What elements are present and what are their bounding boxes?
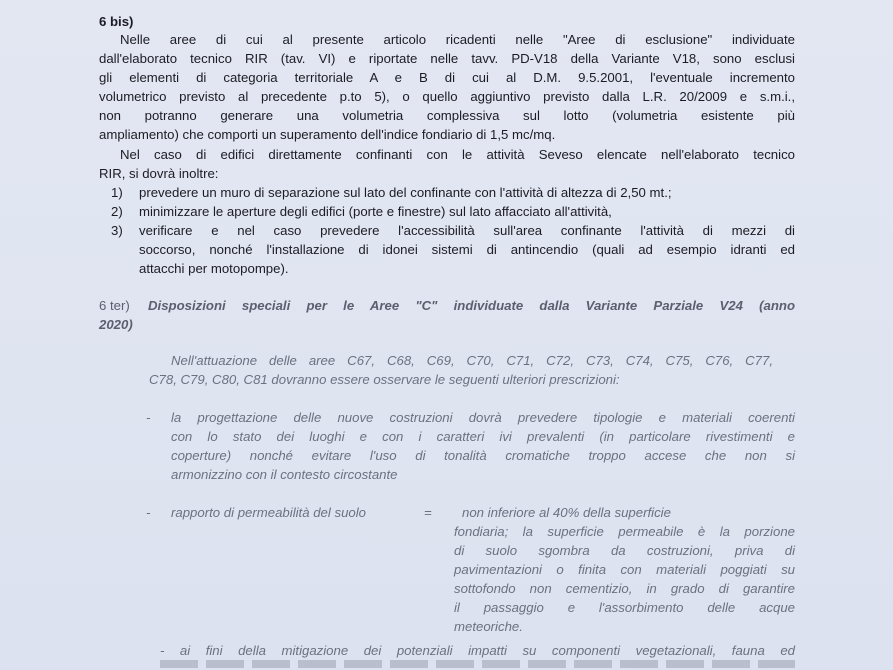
p2-line-1: Nel caso di edifici direttamente confinanti con le attività Seveso elencate nell'elaborato tecnico <box>120 147 795 162</box>
p1-line-1: Nelle aree di cui al presente articolo ricadenti nelle "Aree di esclusione" individuate <box>120 32 795 47</box>
bullet-2-label: rapporto di permeabilità del suolo <box>171 505 366 520</box>
bullet-1-line-1: la progettazione delle nuove costruzioni dovrà prevedere tipologie e materiali coerenti <box>171 410 795 425</box>
p1-line-2: dall'elaborato tecnico RIR (tav. VI) e riportate nelle tavv. PD-V18 della Variante V18, sono esclusi <box>99 51 795 66</box>
section-6ter-title-line-2: 2020) <box>99 317 133 332</box>
list-item-2-number: 2) <box>111 204 123 219</box>
bullet-2-line-3: di suolo sgombra da costruzioni, priva di <box>454 543 795 558</box>
bullet-2-line-1: non inferiore al 40% della superficie <box>462 505 671 520</box>
p1-line-6: ampliamento) che comporti un superamento dell'indice fondiario di 1,5 mc/mq. <box>99 127 556 142</box>
intro-line-1: Nell'attuazione delle aree C67, C68, C69, C70, C71, C72, C73, C74, C75, C76, C77, <box>171 353 773 368</box>
cropped-text-line <box>160 660 795 668</box>
bullet-1-line-3: coperture) nonché evitare l'uso di tonalità cromatiche troppo accese che non si <box>171 448 795 463</box>
list-item-1-text: prevedere un muro di separazione sul lato del confinante con l'attività di altezza di 2,50 mt.; <box>139 185 672 200</box>
list-item-3-number: 3) <box>111 223 123 238</box>
bullet-1-mark: - <box>146 410 151 425</box>
list-item-2-text: minimizzare le aperture degli edifici (porte e finestre) sul lato affacciato all'attività, <box>139 204 612 219</box>
list-item-3-line-3: attacchi per motopompe). <box>139 261 289 276</box>
bullet-1-line-4: armonizzino con il contesto circostante <box>171 467 398 482</box>
list-item-1-number: 1) <box>111 185 123 200</box>
section-6ter-title-line-1: Disposizioni speciali per le Aree "C" individuate dalla Variante Parziale V24 (anno <box>148 298 795 313</box>
bullet-3-line-1: - ai fini della mitigazione dei potenziali impatti su componenti vegetazionali, fauna ed <box>160 643 795 658</box>
bullet-2-line-6: il passaggio e l'assorbimento delle acque <box>454 600 795 615</box>
p1-line-4: volumetrico previsto al precedente p.to 5), o quello aggiuntivo previsto dalla L.R. 20/2009 e s.m.i., <box>99 89 795 104</box>
list-item-3-line-2: soccorso, nonché l'installazione di idonei sistemi di antincendio (quali ad esempio idranti ed <box>139 242 795 257</box>
intro-line-2: C78, C79, C80, C81 dovranno essere osservare le seguenti ulteriori prescrizioni: <box>149 372 620 387</box>
bullet-2-line-4: pavimentazioni o finita con materiali poggiati su <box>454 562 795 577</box>
bullet-2-mark: - <box>146 505 151 520</box>
p1-line-3: gli elementi di categoria territoriale A e B di cui al D.M. 9.5.2001, l'eventuale incremento <box>99 70 795 85</box>
section-6ter-number: 6 ter) <box>99 298 130 313</box>
bullet-2-equals: = <box>424 505 432 520</box>
list-item-3-line-1: verificare e nel caso prevedere l'accessibilità sull'area confinante l'attività di mezzi di <box>139 223 795 238</box>
bullet-2-line-7: meteoriche. <box>454 619 523 634</box>
bullet-2-line-5: sottofondo non cementizio, in grado di garantire <box>454 581 795 596</box>
section-6bis-heading: 6 bis) <box>99 14 134 29</box>
bullet-1-line-2: con lo stato dei luoghi e con i caratteri ivi prevalenti (in particolare rivestimenti e <box>171 429 795 444</box>
p2-line-2: RIR, si dovrà inoltre: <box>99 166 219 181</box>
bullet-2-line-2: fondiaria; la superficie permeabile è la porzione <box>454 524 795 539</box>
p1-line-5: non potranno generare una volumetria complessiva sul lotto (volumetria esistente più <box>99 108 795 123</box>
